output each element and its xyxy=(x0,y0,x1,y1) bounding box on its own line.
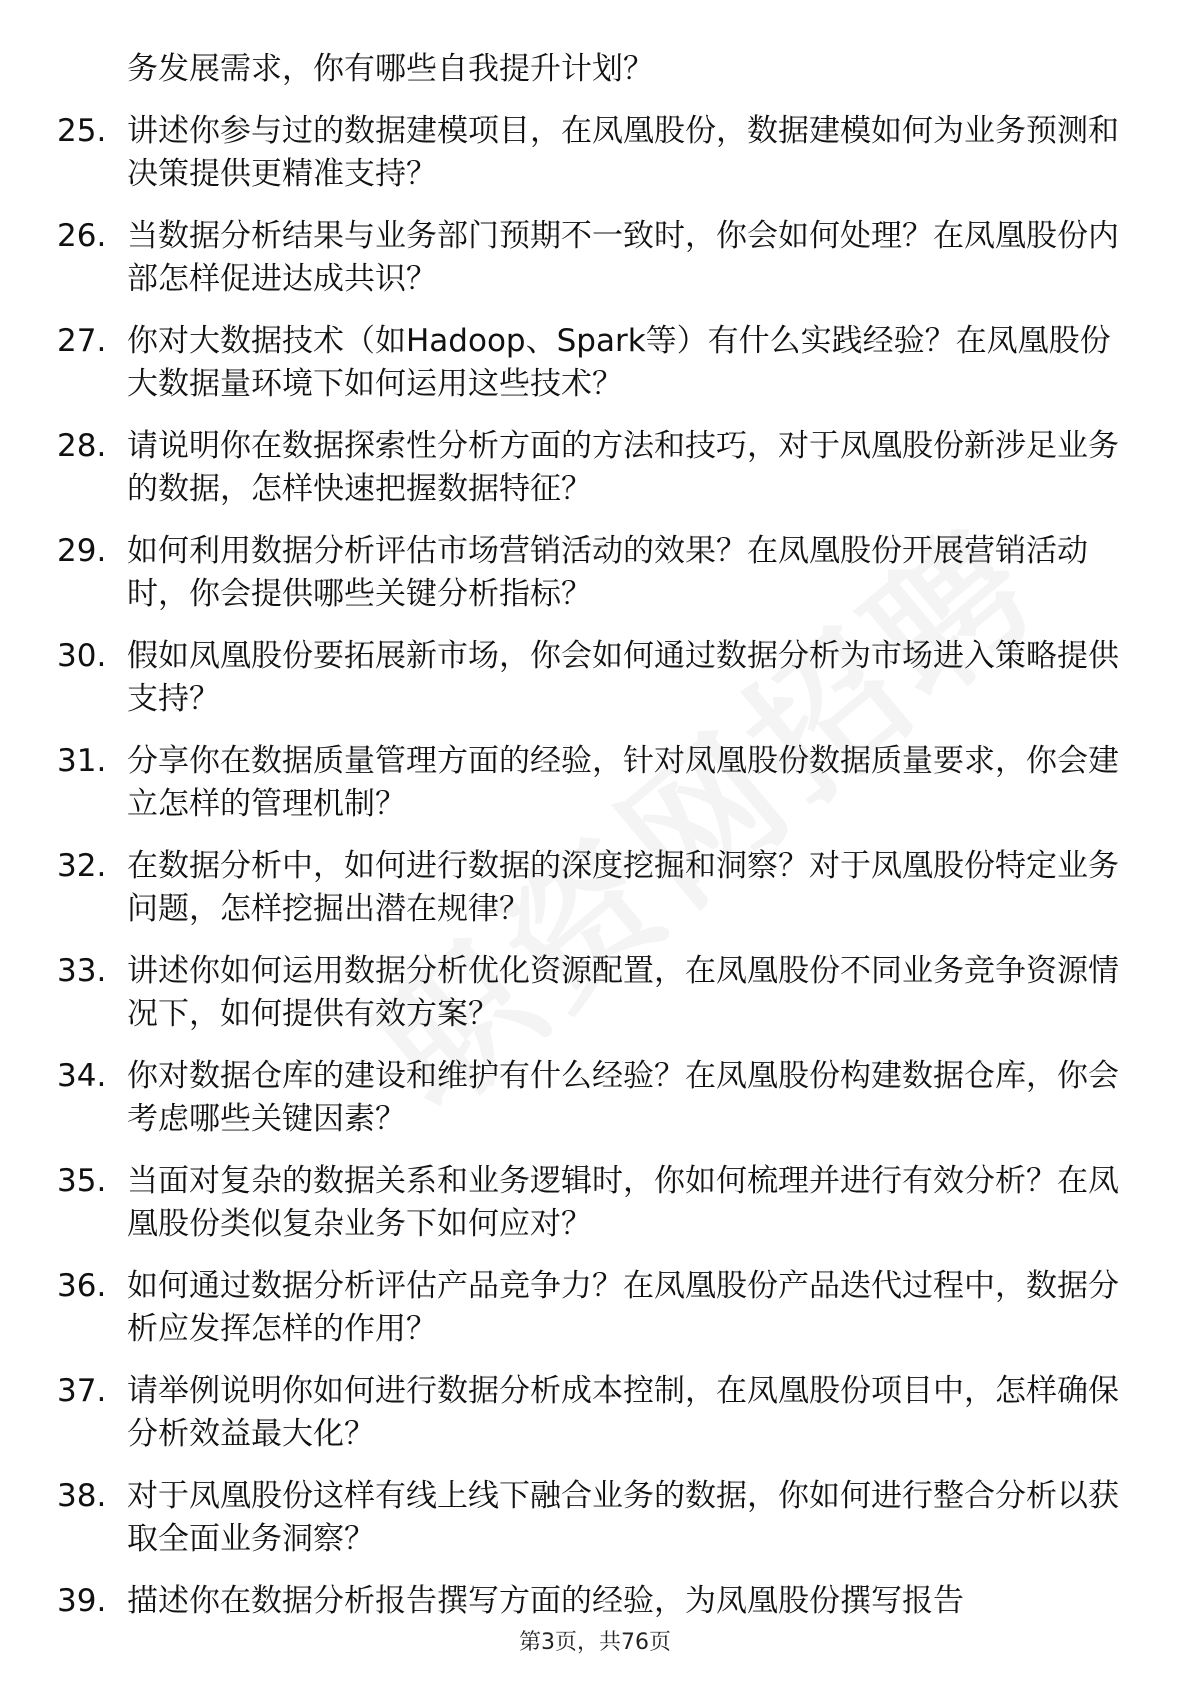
question-number: 26. xyxy=(57,218,107,254)
question-text: 如何通过数据分析评估产品竞争力？在凤凰股份产品迭代过程中，数据分析应发挥怎样的作用？ xyxy=(127,1268,1119,1347)
list-item xyxy=(57,1475,1137,1561)
list-item xyxy=(57,635,1137,721)
question-number: 33. xyxy=(57,953,107,989)
question-text: 当面对复杂的数据关系和业务逻辑时，你如何梳理并进行有效分析？在凤凰股份类似复杂业务下如何应对？ xyxy=(127,1163,1119,1242)
page-number: 第3页，共76页 xyxy=(519,1630,671,1655)
question-text: 讲述你参与过的数据建模项目，在凤凰股份，数据建模如何为业务预测和决策提供更精准支持？ xyxy=(127,113,1119,192)
question-number: 35. xyxy=(57,1163,107,1199)
list-item xyxy=(57,1370,1137,1456)
list-item xyxy=(57,950,1137,1036)
list-item xyxy=(57,215,1137,301)
question-text: 如何利用数据分析评估市场营销活动的效果？在凤凰股份开展营销活动时，你会提供哪些关键分析指标？ xyxy=(127,533,1088,612)
question-number: 30. xyxy=(57,638,107,674)
question-number: 37. xyxy=(57,1373,107,1409)
list-item xyxy=(57,1265,1137,1351)
question-text: 务发展需求，你有哪些自我提升计划？ xyxy=(127,51,654,87)
question-text: 在数据分析中，如何进行数据的深度挖掘和洞察？对于凤凰股份特定业务问题，怎样挖掘出潜在规律？ xyxy=(127,848,1119,927)
list-item xyxy=(57,48,1137,91)
list-item xyxy=(57,530,1137,616)
question-number: 27. xyxy=(57,323,107,359)
question-number: 34. xyxy=(57,1058,107,1094)
list-item xyxy=(57,425,1137,511)
list-item xyxy=(57,110,1137,196)
question-number: 29. xyxy=(57,533,107,569)
question-text: 你对数据仓库的建设和维护有什么经验？在凤凰股份构建数据仓库，你会考虑哪些关键因素？ xyxy=(127,1058,1119,1137)
question-number: 25. xyxy=(57,113,107,149)
question-text: 请举例说明你如何进行数据分析成本控制，在凤凰股份项目中，怎样确保分析效益最大化？ xyxy=(127,1373,1119,1452)
list-item xyxy=(57,740,1137,826)
question-text: 当数据分析结果与业务部门预期不一致时，你会如何处理？在凤凰股份内部怎样促进达成共识？ xyxy=(127,218,1119,297)
question-list xyxy=(57,48,1137,1642)
question-text: 假如凤凰股份要拓展新市场，你会如何通过数据分析为市场进入策略提供支持？ xyxy=(127,638,1119,717)
question-text: 请说明你在数据探索性分析方面的方法和技巧，对于凤凰股份新涉足业务的数据，怎样快速把握数据特征？ xyxy=(127,428,1119,507)
list-item xyxy=(57,320,1137,406)
question-number: 38. xyxy=(57,1478,107,1514)
list-item xyxy=(57,845,1137,931)
list-item xyxy=(57,1160,1137,1246)
question-text: 你对大数据技术（如Hadoop、Spark等）有什么实践经验？在凤凰股份大数据量环境下如何运用这些技术？ xyxy=(127,323,1111,402)
list-item xyxy=(57,1055,1137,1141)
question-text: 对于凤凰股份这样有线上线下融合业务的数据，你如何进行整合分析以获取全面业务洞察？ xyxy=(127,1478,1119,1557)
question-text: 讲述你如何运用数据分析优化资源配置，在凤凰股份不同业务竞争资源情况下，如何提供有效方案？ xyxy=(127,953,1119,1032)
list-item xyxy=(57,1580,1137,1623)
question-number: 39. xyxy=(57,1583,107,1619)
question-number: 32. xyxy=(57,848,107,884)
question-text: 分享你在数据质量管理方面的经验，针对凤凰股份数据质量要求，你会建立怎样的管理机制？ xyxy=(127,743,1119,822)
question-number: 28. xyxy=(57,428,107,464)
question-number: 36. xyxy=(57,1268,107,1304)
question-text: 描述你在数据分析报告撰写方面的经验，为凤凰股份撰写报告 xyxy=(127,1583,964,1619)
question-number: 31. xyxy=(57,743,107,779)
